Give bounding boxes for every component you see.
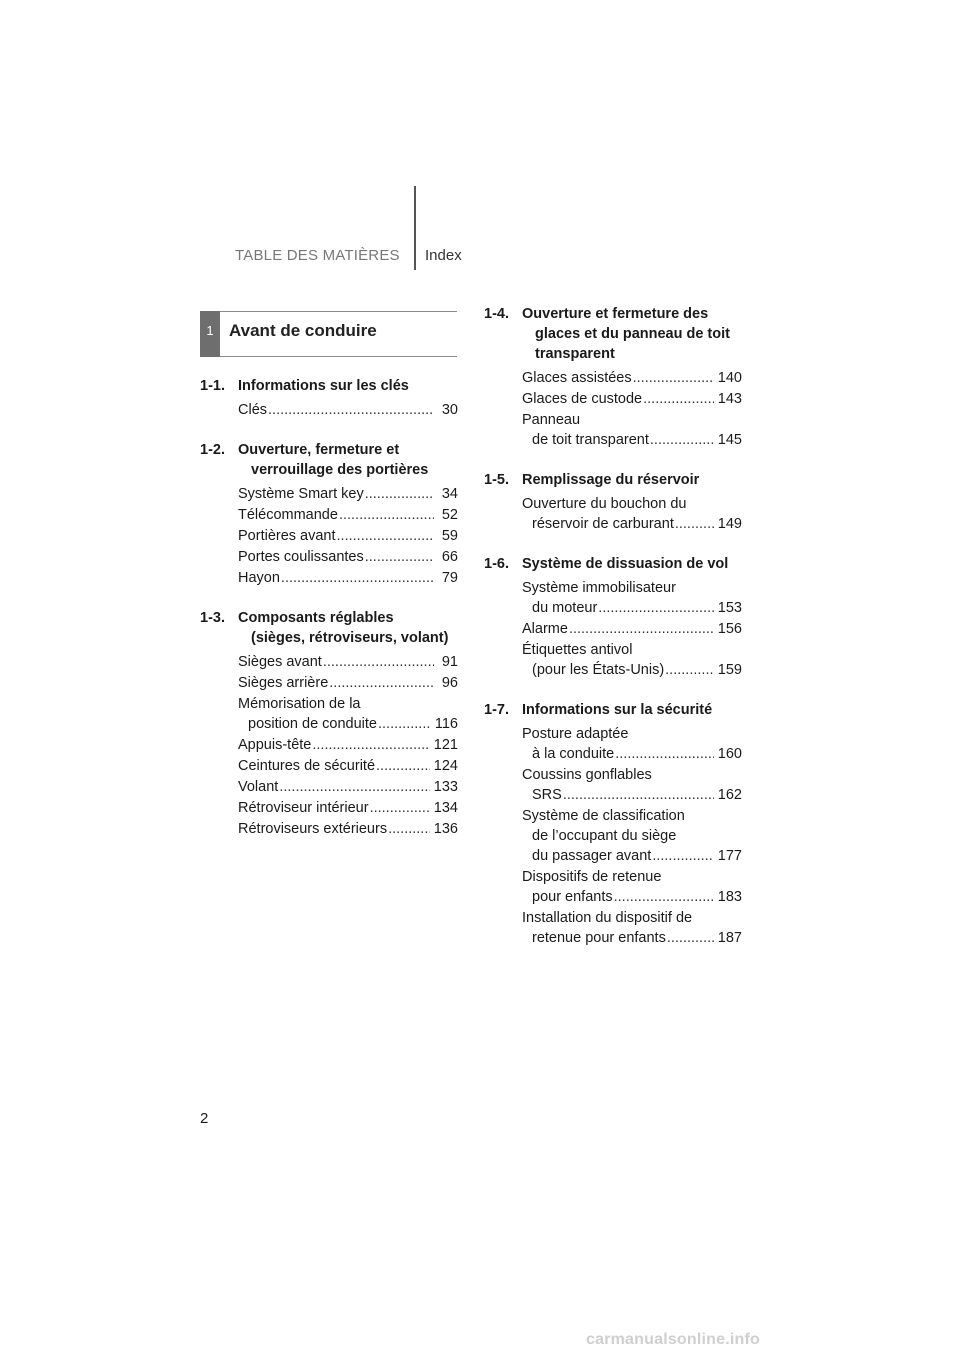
toc-entry-page: 116 [434, 716, 458, 732]
toc-entry[interactable] [200, 484, 458, 504]
dot-leader [643, 389, 714, 409]
toc-entry-row [522, 887, 742, 907]
chapter-heading[interactable] [200, 376, 458, 396]
toc-entry-label: Télécommande [238, 507, 338, 523]
dot-leader [598, 598, 714, 618]
toc-entry-label: position de conduite [248, 716, 377, 732]
toc-entry[interactable] [484, 494, 742, 534]
toc-entry[interactable] [484, 578, 742, 618]
toc-entry[interactable] [200, 505, 458, 525]
toc-entry-row [522, 928, 742, 948]
toc-entry-label: Volant [238, 779, 279, 795]
toc-entry-row [238, 568, 458, 588]
toc-entry-row [522, 908, 742, 928]
toc-entry-label: retenue pour enfants [532, 930, 666, 946]
toc-entry-page: 133 [433, 779, 458, 795]
toc-entry-label: Hayon [238, 570, 280, 586]
toc-entry-page: 153 [717, 600, 742, 616]
section-rule-top [220, 311, 457, 312]
toc-entry-row [522, 514, 742, 534]
toc-chapter-group [200, 376, 458, 420]
toc-entry-row [238, 505, 458, 525]
dot-leader [312, 735, 429, 755]
toc-entry-page: 160 [717, 746, 742, 762]
dot-leader [615, 744, 714, 764]
toc-column-right [484, 304, 742, 968]
toc-entry-label: pour enfants [532, 889, 613, 905]
dot-leader [279, 777, 429, 797]
toc-entry-row [522, 765, 742, 785]
toc-entry-row [522, 785, 742, 805]
chapter-number: 1-7. [484, 702, 509, 718]
toc-entry-label: de l’occupant du siège [532, 828, 677, 844]
chapter-title-line: Ouverture, fermeture et [238, 442, 400, 458]
toc-entry[interactable] [200, 673, 458, 693]
toc-entry-page: 159 [717, 662, 742, 678]
section-header [200, 311, 457, 357]
dot-leader [667, 928, 714, 948]
toc-entry-label: Sièges avant [238, 654, 322, 670]
toc-entry-row [522, 494, 742, 514]
chapter-number: 1-2. [200, 442, 225, 458]
toc-entry-row [238, 714, 458, 734]
toc-entry[interactable] [200, 694, 458, 734]
toc-entry-row [238, 819, 458, 839]
toc-entry[interactable] [484, 765, 742, 805]
toc-link[interactable]: TABLE DES MATIÈRES [235, 247, 400, 264]
toc-entry-row [522, 578, 742, 598]
toc-entry-label: Clés [238, 402, 268, 418]
toc-entry[interactable] [200, 652, 458, 672]
toc-entry-page: 187 [717, 930, 742, 946]
toc-entry-label: Portes coulissantes [238, 549, 364, 565]
chapter-number: 1-3. [200, 610, 225, 626]
toc-entry-label: Installation du dispositif de [522, 910, 693, 926]
toc-entry-label: Panneau [522, 412, 581, 428]
toc-entry-page: 79 [441, 570, 458, 586]
dot-leader [329, 673, 434, 693]
toc-entry-label: réservoir de carburant [532, 516, 674, 532]
toc-entry[interactable] [200, 526, 458, 546]
toc-entry-label: Coussins gonflables [522, 767, 652, 783]
toc-entry-row [522, 389, 742, 409]
toc-entry[interactable] [484, 368, 742, 388]
dot-leader [378, 714, 431, 734]
toc-entry-row [238, 484, 458, 504]
chapter-title-line: Informations sur les clés [238, 378, 409, 394]
toc-entry-label: de toit transparent [532, 432, 649, 448]
dot-leader [665, 660, 714, 680]
chapter-title-line: Composants réglables [238, 610, 394, 626]
toc-entry-label: Rétroviseur intérieur [238, 800, 369, 816]
toc-entry-page: 183 [717, 889, 742, 905]
chapter-title-line: Système de dissuasion de vol [522, 556, 729, 572]
toc-entry-page: 134 [433, 800, 458, 816]
toc-entry-row [238, 547, 458, 567]
toc-entry-label: Système Smart key [238, 486, 364, 502]
toc-entry-label: Portières avant [238, 528, 336, 544]
toc-entry-label: Rétroviseurs extérieurs [238, 821, 388, 837]
toc-entry-page: 59 [441, 528, 458, 544]
toc-entry-page: 149 [717, 516, 742, 532]
toc-entry-page: 177 [717, 848, 742, 864]
toc-entry-label: Sièges arrière [238, 675, 329, 691]
toc-entry[interactable] [200, 798, 458, 818]
toc-chapter-group [484, 470, 742, 534]
toc-entry-row [522, 724, 742, 744]
dot-leader [370, 798, 430, 818]
dot-leader [339, 505, 434, 525]
toc-entry[interactable] [200, 735, 458, 755]
dot-leader [365, 547, 434, 567]
dot-leader [376, 756, 430, 776]
toc-entry-row [238, 673, 458, 693]
chapter-heading[interactable] [484, 470, 742, 490]
toc-entry-label: (pour les États-Unis) [532, 662, 665, 678]
toc-entry-row [522, 846, 742, 866]
dot-leader [569, 619, 714, 639]
dot-leader [675, 514, 714, 534]
chapter-title-line: (sièges, rétroviseurs, volant) [251, 630, 449, 646]
toc-entry-page: 162 [717, 787, 742, 803]
toc-entry-label: Glaces de custode [522, 391, 643, 407]
toc-entry-row [522, 430, 742, 450]
toc-entry[interactable] [484, 806, 742, 866]
chapter-number: 1-1. [200, 378, 225, 394]
toc-entry[interactable] [200, 547, 458, 567]
index-link[interactable]: Index [425, 247, 462, 264]
toc-entry-label: Système immobilisateur [522, 580, 676, 596]
chapter-heading[interactable] [200, 608, 458, 648]
toc-entry[interactable] [200, 756, 458, 776]
toc-entry-row [238, 735, 458, 755]
toc-column-left [200, 376, 458, 859]
toc-entry-page: 124 [433, 758, 458, 774]
toc-entry-label: Glaces assistées [522, 370, 632, 386]
watermark: carmanualsonline.info [586, 1331, 761, 1348]
toc-entry-label: Dispositifs de retenue [522, 869, 662, 885]
header-divider [414, 186, 416, 270]
chapter-heading[interactable] [484, 304, 742, 364]
chapter-title-line: verrouillage des portières [251, 462, 429, 478]
toc-entry-row [522, 867, 742, 887]
toc-entry-row [522, 640, 742, 660]
toc-entry-page: 136 [433, 821, 458, 837]
chapter-title-line: Informations sur la sécurité [522, 702, 713, 718]
toc-entry-label: à la conduite [532, 746, 615, 762]
toc-entry[interactable] [200, 819, 458, 839]
chapter-heading[interactable] [200, 440, 458, 480]
toc-entry-label: Ouverture du bouchon du [522, 496, 687, 512]
toc-entry-page: 34 [441, 486, 458, 502]
toc-entry-row [238, 798, 458, 818]
dot-leader [323, 652, 434, 672]
toc-entry-row [522, 744, 742, 764]
toc-entry[interactable] [200, 568, 458, 588]
section-title: Avant de conduire [229, 321, 377, 340]
dot-leader [614, 887, 714, 907]
toc-entry-page: 140 [717, 370, 742, 386]
toc-entry-row [238, 652, 458, 672]
toc-entry-row [238, 400, 458, 420]
chapter-title-line: Remplissage du réservoir [522, 472, 700, 488]
chapter-number: 1-5. [484, 472, 509, 488]
toc-entry[interactable] [484, 410, 742, 450]
toc-entry[interactable] [200, 400, 458, 420]
toc-entry-row [238, 756, 458, 776]
toc-entry[interactable] [484, 389, 742, 409]
toc-entry-page: 96 [441, 675, 458, 691]
toc-entry[interactable] [200, 777, 458, 797]
toc-chapter-group [484, 700, 742, 948]
toc-entry-label: Système de classification [522, 808, 685, 824]
section-rule-bottom [220, 356, 457, 357]
toc-entry-page: 145 [717, 432, 742, 448]
dot-leader [365, 484, 434, 504]
toc-entry-label: Étiquettes antivol [522, 642, 633, 658]
toc-entry-page: 156 [717, 621, 742, 637]
toc-entry-row [522, 660, 742, 680]
toc-entry-label: du moteur [532, 600, 598, 616]
toc-entry[interactable] [484, 908, 742, 948]
toc-entry-row [522, 410, 742, 430]
chapter-title-line: glaces et du panneau de toit [535, 326, 730, 342]
section-number-tab: 1 [200, 311, 220, 357]
toc-entry-page: 52 [441, 507, 458, 523]
toc-entry-page: 30 [441, 402, 458, 418]
toc-entry[interactable] [484, 640, 742, 680]
toc-entry-row [522, 826, 742, 846]
dot-leader [563, 785, 714, 805]
toc-entry[interactable] [484, 867, 742, 907]
toc-entry-label: SRS [532, 787, 562, 803]
dot-leader [268, 400, 434, 420]
toc-entry-page: 143 [717, 391, 742, 407]
toc-chapter-group [484, 554, 742, 680]
chapter-title-line: transparent [535, 346, 615, 362]
toc-chapter-group [200, 440, 458, 588]
toc-entry-page: 66 [441, 549, 458, 565]
toc-entry-label: Appuis-tête [238, 737, 312, 753]
toc-entry[interactable] [484, 619, 742, 639]
toc-entry-label: Ceintures de sécurité [238, 758, 376, 774]
toc-entry-row [522, 598, 742, 618]
toc-entry-row [522, 368, 742, 388]
dot-leader [388, 819, 430, 839]
toc-entry-page: 91 [441, 654, 458, 670]
toc-entry-label: Posture adaptée [522, 726, 629, 742]
dot-leader [337, 526, 434, 546]
toc-entry-row [522, 806, 742, 826]
dot-leader [281, 568, 434, 588]
toc-entry-row [522, 619, 742, 639]
toc-entry-row [238, 777, 458, 797]
toc-entry-label: Alarme [522, 621, 568, 637]
toc-chapter-group [484, 304, 742, 450]
dot-leader [650, 430, 714, 450]
chapter-number: 1-4. [484, 306, 509, 322]
toc-entry[interactable] [484, 724, 742, 764]
chapter-heading[interactable] [484, 554, 742, 574]
dot-leader [652, 846, 713, 866]
chapter-heading[interactable] [484, 700, 742, 720]
chapter-title-line: Ouverture et fermeture des [522, 306, 709, 322]
toc-chapter-group [200, 608, 458, 839]
toc-entry-row [238, 526, 458, 546]
dot-leader [633, 368, 714, 388]
toc-entry-label: du passager avant [532, 848, 652, 864]
toc-entry-label: Mémorisation de la [238, 696, 361, 712]
page-number: 2 [200, 1110, 209, 1127]
chapter-number: 1-6. [484, 556, 509, 572]
toc-entry-page: 121 [433, 737, 458, 753]
toc-entry-row [238, 694, 458, 714]
